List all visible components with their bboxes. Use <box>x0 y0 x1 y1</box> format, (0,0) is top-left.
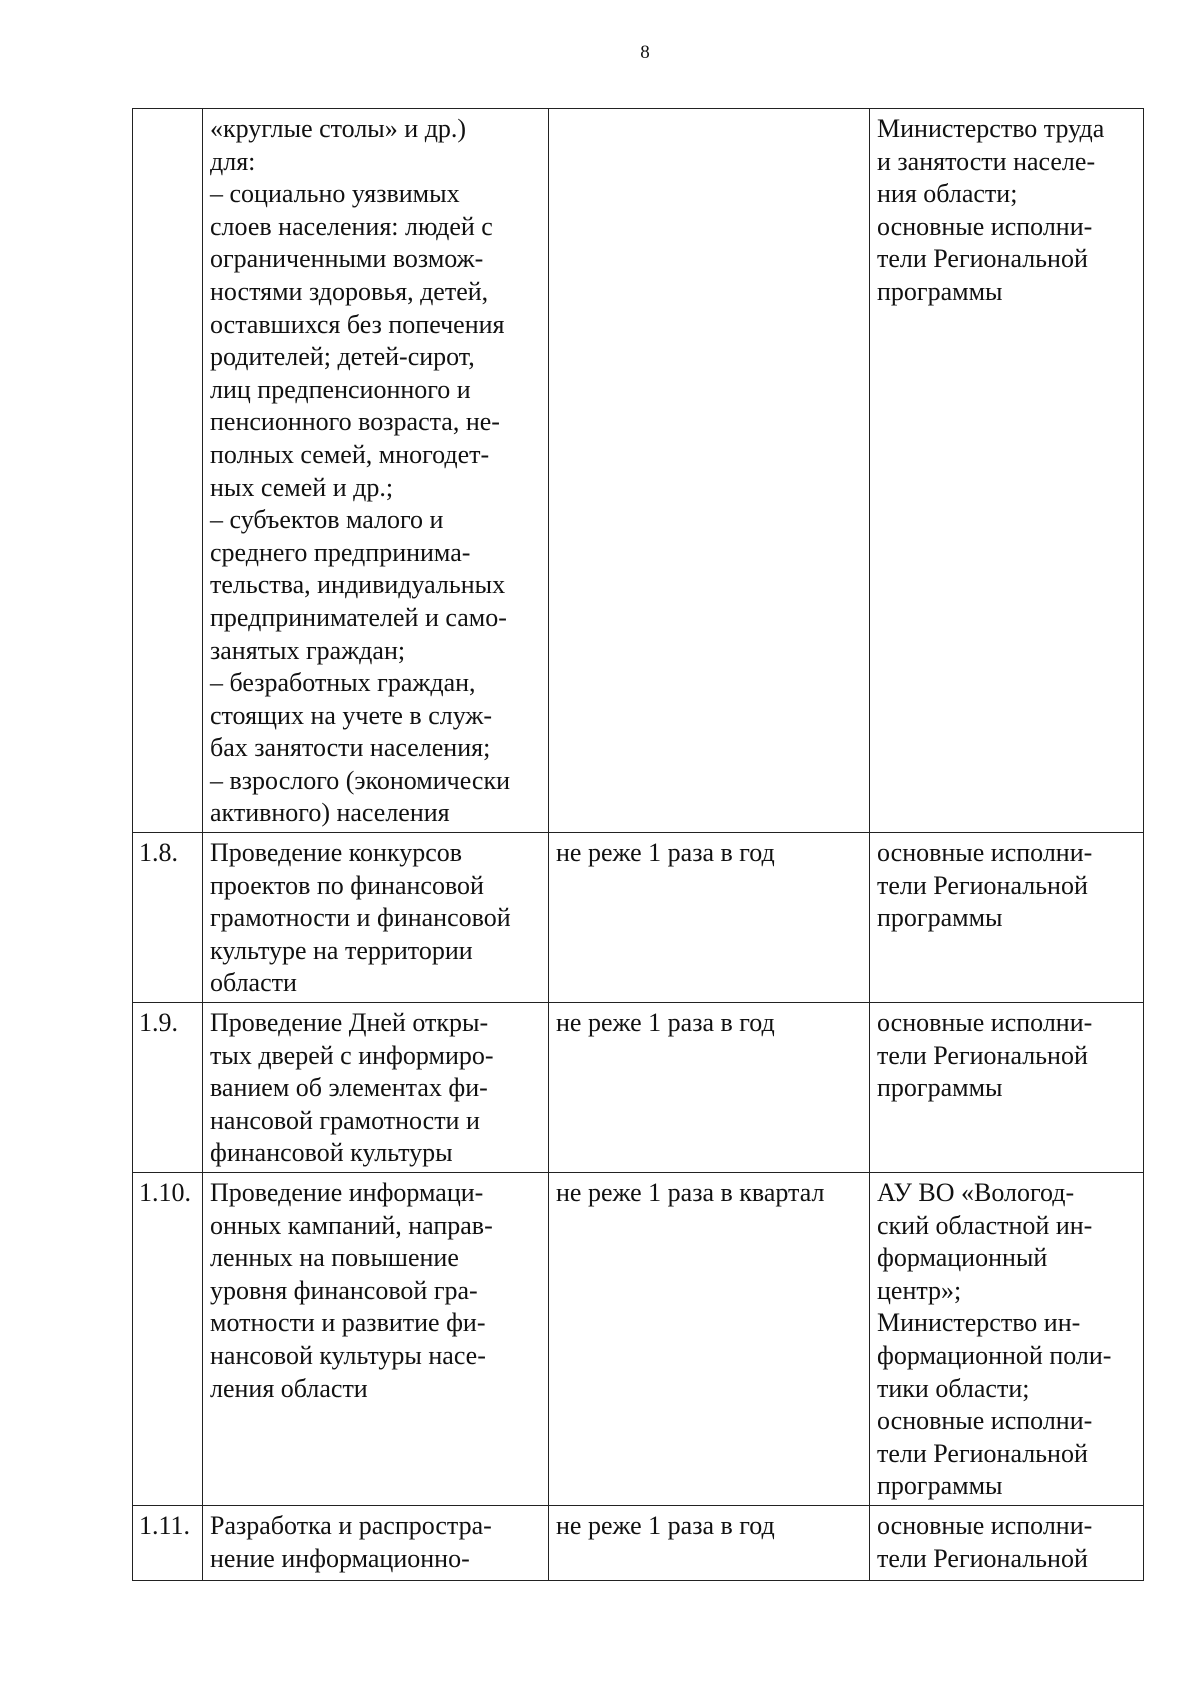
page-number: 8 <box>640 42 650 63</box>
table-row <box>133 833 1144 1003</box>
activity-cell: Проведение информаци- онных кампаний, направ- ленных на повышение уровня финансовой гра- мотности и развитие фи- нансовой культуры насе- ления области <box>203 1173 549 1506</box>
item-number-cell: 1.10. <box>133 1173 203 1506</box>
activity-cell: Проведение конкурсов проектов по финансовой грамотности и финансовой культуре на территории области <box>203 833 549 1003</box>
responsible-cell: основные исполни- тели Региональной программы <box>870 833 1144 1003</box>
responsible-cell: основные исполни- тели Региональной <box>870 1505 1144 1580</box>
table-row <box>133 1505 1144 1580</box>
period-cell: не реже 1 раза в квартал <box>549 1173 870 1506</box>
item-number-cell <box>133 109 203 833</box>
table-row <box>133 109 1144 833</box>
responsible-cell: Министерство труда и занятости населе- ния области; основные исполни- тели Региональной программы <box>870 109 1144 833</box>
measures-table <box>132 108 1144 1581</box>
activity-cell: Разработка и распростра- нение информационно- <box>203 1505 549 1580</box>
period-cell: не реже 1 раза в год <box>549 833 870 1003</box>
responsible-cell: АУ ВО «Вологод- ский областной ин- формационный центр»; Министерство ин- формационной поли- тики области; основные исполни- тели Региональной программы <box>870 1173 1144 1506</box>
item-number-cell: 1.9. <box>133 1003 203 1173</box>
table-row <box>133 1003 1144 1173</box>
period-cell: не реже 1 раза в год <box>549 1003 870 1173</box>
period-cell: не реже 1 раза в год <box>549 1505 870 1580</box>
responsible-cell: основные исполни- тели Региональной программы <box>870 1003 1144 1173</box>
table-row <box>133 1173 1144 1506</box>
item-number-cell: 1.11. <box>133 1505 203 1580</box>
activity-cell: «круглые столы» и др.) для: – социально уязвимых слоев населения: людей с ограниченными возмож- ностями здоровья, детей, оставшихся без попечения родителей; детей-сирот, лиц предпенсионного и пенсионного возраста, не- полных семей, многодет- ных семей и др.; – субъектов малого и среднего предпринима- тельства, индивидуальных предпринимателей и само- занятых граждан; – безработных граждан, стоящих на учете в служ- бах занятости населения; – взрослого (экономически активного) населения <box>203 109 549 833</box>
activity-cell: Проведение Дней откры- тых дверей с информиро- ванием об элементах фи- нансовой грамотности и финансовой культуры <box>203 1003 549 1173</box>
item-number-cell: 1.8. <box>133 833 203 1003</box>
period-cell <box>549 109 870 833</box>
